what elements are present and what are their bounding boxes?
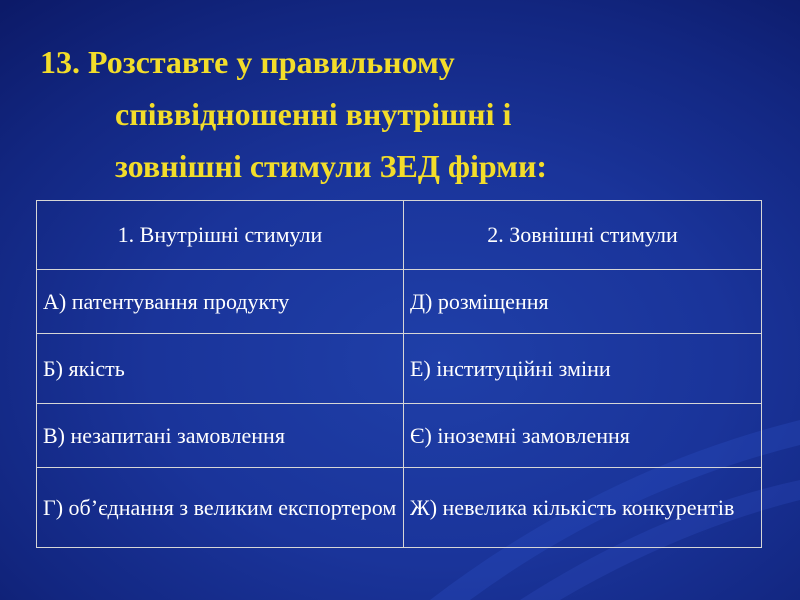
table-row [37,334,762,404]
slide-title [40,36,760,192]
table-cell: В) незапитані замовлення [37,404,404,468]
table-cell: Д) розміщення [404,270,762,334]
header-external-stimuli: 2. Зовнішні стимули [404,201,762,270]
table-cell: А) патентування продукту [37,270,404,334]
table-cell: Ж) невелика кількість конкурентів [404,468,762,548]
table-cell: Є) іноземні замовлення [404,404,762,468]
table-row [37,468,762,548]
title-line-2: співвідношенні внутрішні і [115,96,512,132]
title-line-1: 13. Розставте у правильному [40,44,455,80]
stimuli-table [36,200,762,548]
table-cell: Г) об’єднання з великим експортером [37,468,404,548]
table-row [37,270,762,334]
header-internal-stimuli: 1. Внутрішні стимули [37,201,404,270]
table-header-row [37,201,762,270]
table-cell: Е) інституційні зміни [404,334,762,404]
table-cell: Б) якість [37,334,404,404]
title-line-3: зовнішні стимули ЗЕД фірми: [115,148,548,184]
table-row [37,404,762,468]
